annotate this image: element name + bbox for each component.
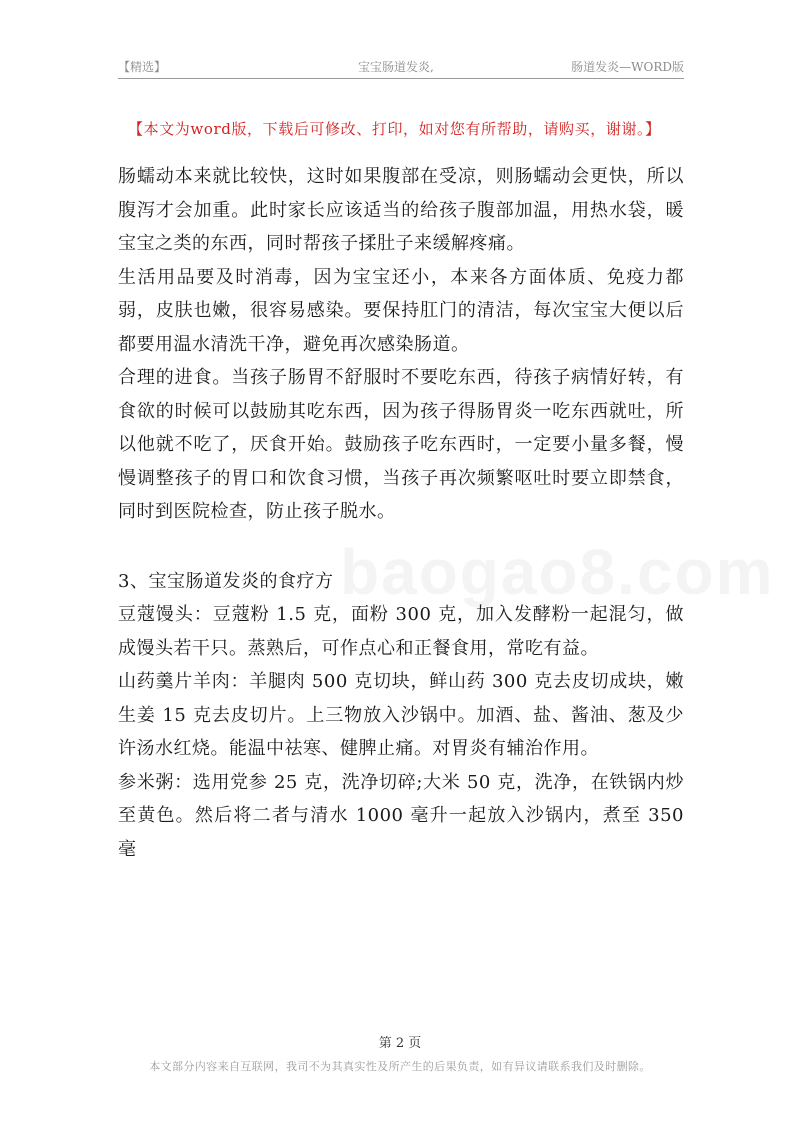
recipe-paragraph: 参米粥：选用党参 25 克，洗净切碎;大米 50 克，洗净，在铁锅内炒至黄色。然后将二者与清水 1000 毫升一起放入沙锅内，煮至 350 毫 bbox=[118, 771, 684, 860]
paragraph: 生活用品要及时消毒，因为宝宝还小，本来各方面体质、免疫力都弱，皮肤也嫩，很容易感染。要保持肛门的清洁，每次宝宝大便以后都要用温水清洗干净，避免再次感染肠道。 bbox=[118, 266, 684, 355]
footer-disclaimer: 本文部分内容来自互联网，我司不为其真实性及所产生的后果负责，如有异议请联系我们及时删除。 bbox=[149, 1060, 651, 1073]
page-header bbox=[118, 52, 684, 79]
header-right-label: 肠道发炎—WORD版 bbox=[571, 60, 684, 74]
header-left-label: 【精选】 bbox=[118, 60, 167, 74]
watermark-text: baogao8.com bbox=[340, 536, 775, 608]
page-number: 第 2 页 bbox=[378, 1036, 422, 1051]
recipe-paragraph: 山药羹片羊肉：羊腿肉 500 克切块，鲜山药 300 克去皮切成块，嫩生姜 15 克去皮切片。上三物放入沙锅中。加酒、盐、酱油、葱及少许汤水红烧。能温中祛寒、健脾止痛。对胃炎有辅治作用。 bbox=[118, 671, 684, 759]
header-center-title: 宝宝肠道发炎, bbox=[358, 60, 434, 74]
document-body bbox=[118, 160, 684, 866]
paragraph: 肠蠕动本来就比较快，这时如果腹部在受凉，则肠蠕动会更快，所以腹泻才会加重。此时家长应该适当的给孩子腹部加温，用热水袋，暖宝宝之类的东西，同时帮孩子揉肚子来缓解疼痛。 bbox=[118, 166, 684, 254]
recipe-paragraph: 豆蔻馒头：豆蔻粉 1.5 克，面粉 300 克，加入发酵粉一起混匀，做成馒头若干只。蒸熟后，可作点心和正餐食用，常吃有益。 bbox=[118, 604, 684, 659]
download-notice: 【本文为word版，下载后可修改、打印，如对您有所帮助，请购买，谢谢。】 bbox=[128, 120, 661, 138]
paragraph: 合理的进食。当孩子肠胃不舒服时不要吃东西，待孩子病情好转，有食欲的时候可以鼓励其吃东西，因为孩子得肠胃炎一吃东西就吐，所以他就不吃了，厌食开始。鼓励孩子吃东西时，一定要小量多餐，慢慢调整孩子的胃口和饮食习惯，当孩子再次频繁呕吐时要立即禁食，同时到医院检查，防止孩子脱水。 bbox=[118, 367, 684, 522]
section-heading: 3、宝宝肠道发炎的食疗方 bbox=[118, 570, 334, 592]
